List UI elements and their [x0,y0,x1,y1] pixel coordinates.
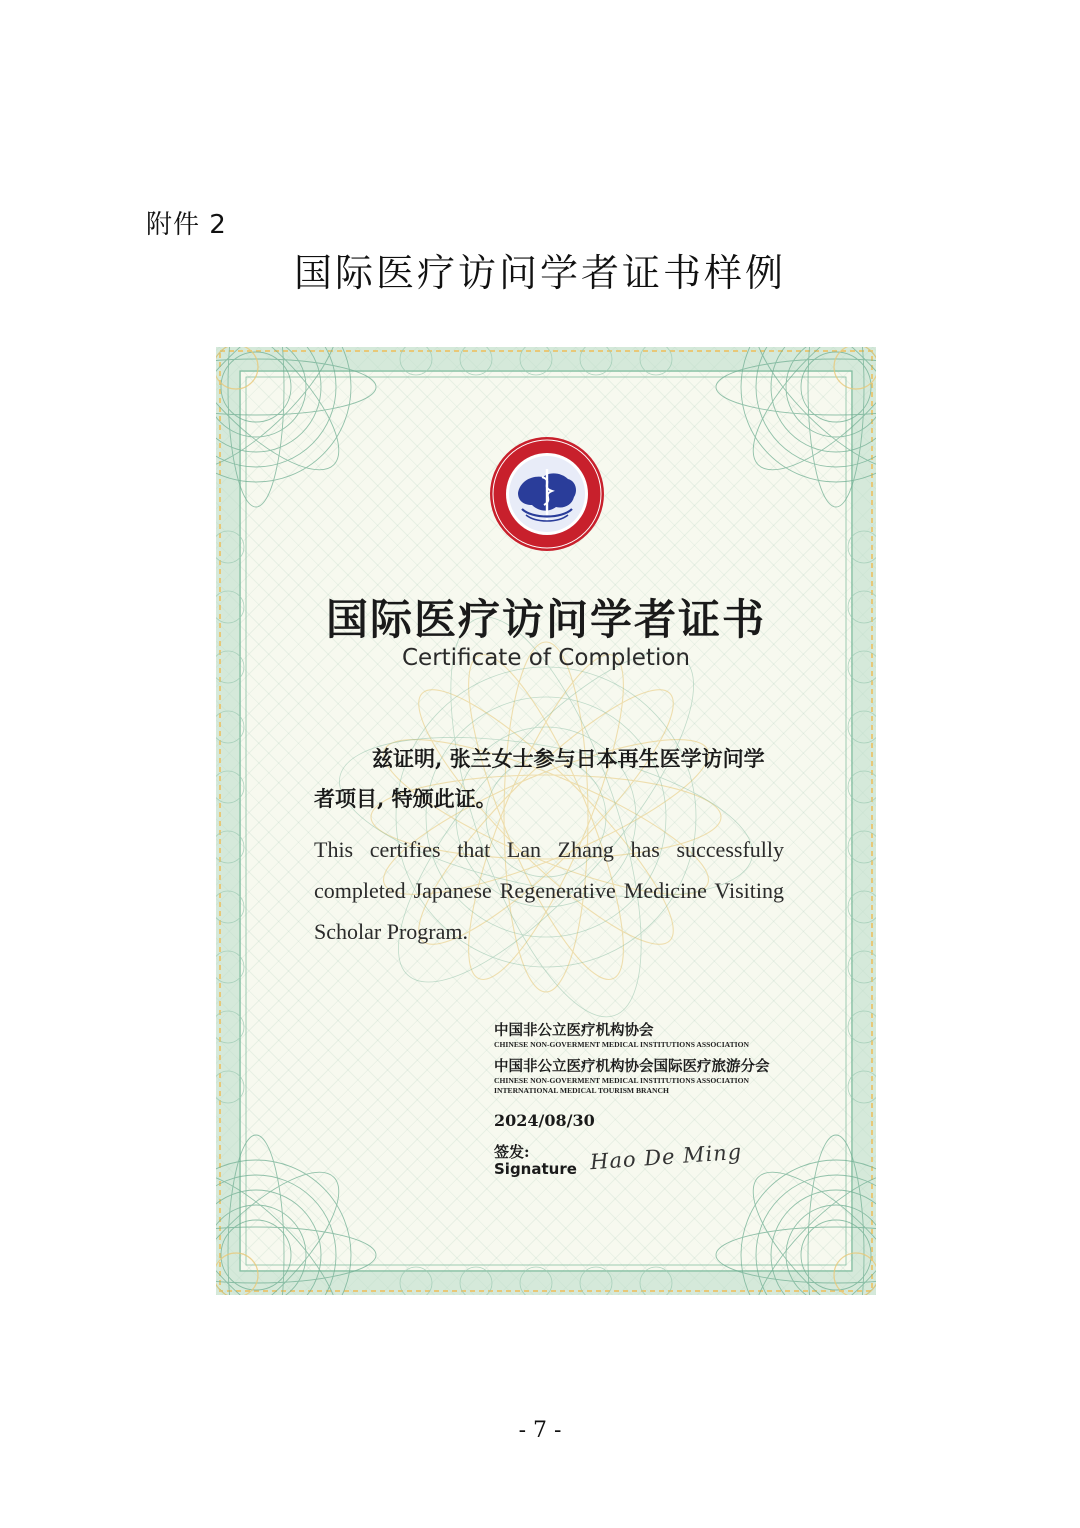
attachment-label: 附件 2 [146,210,227,240]
issuer-org2-en-line2: INTERNATIONAL MEDICAL TOURISM BRANCH [494,1086,669,1095]
handwritten-signature: Hao De Ming [589,1139,743,1175]
certificate [216,347,876,1295]
issuer-block [494,1022,834,1096]
certificate-title-zh: 国际医疗访问学者证书 [325,595,766,644]
cnmia-logo [488,435,606,553]
issuer-org1-zh: 中国非公立医疗机构协会 [494,1022,654,1039]
certificate-body-en: This certifies that Lan Zhang has successfully completed Japanese Regenerative Medicine Visiting Scholar Program. [314,837,784,944]
page-number: - 7 - [518,1418,562,1443]
certificate-title-en: Certificate of Completion [402,645,690,671]
issue-date: 2024/08/30 [494,1111,595,1130]
document-title: 国际医疗访问学者证书样例 [293,251,786,295]
issuer-org2-en-line1: CHINESE NON-GOVERMENT MEDICAL INSTITUTIONS ASSOCIATION [494,1076,750,1085]
issuer-org2-zh: 中国非公立医疗机构协会国际医疗旅游分会 [494,1058,770,1075]
signature-label-zh: 签发: [494,1143,530,1161]
certificate-body-zh: 兹证明, 张兰女士参与日本再生医学访问学者项目, 特颁此证。 [314,746,765,811]
signature-label-en: Signature [494,1160,577,1178]
issuer-org1-en: CHINESE NON-GOVERMENT MEDICAL INSTITUTIONS ASSOCIATION [494,1040,750,1049]
